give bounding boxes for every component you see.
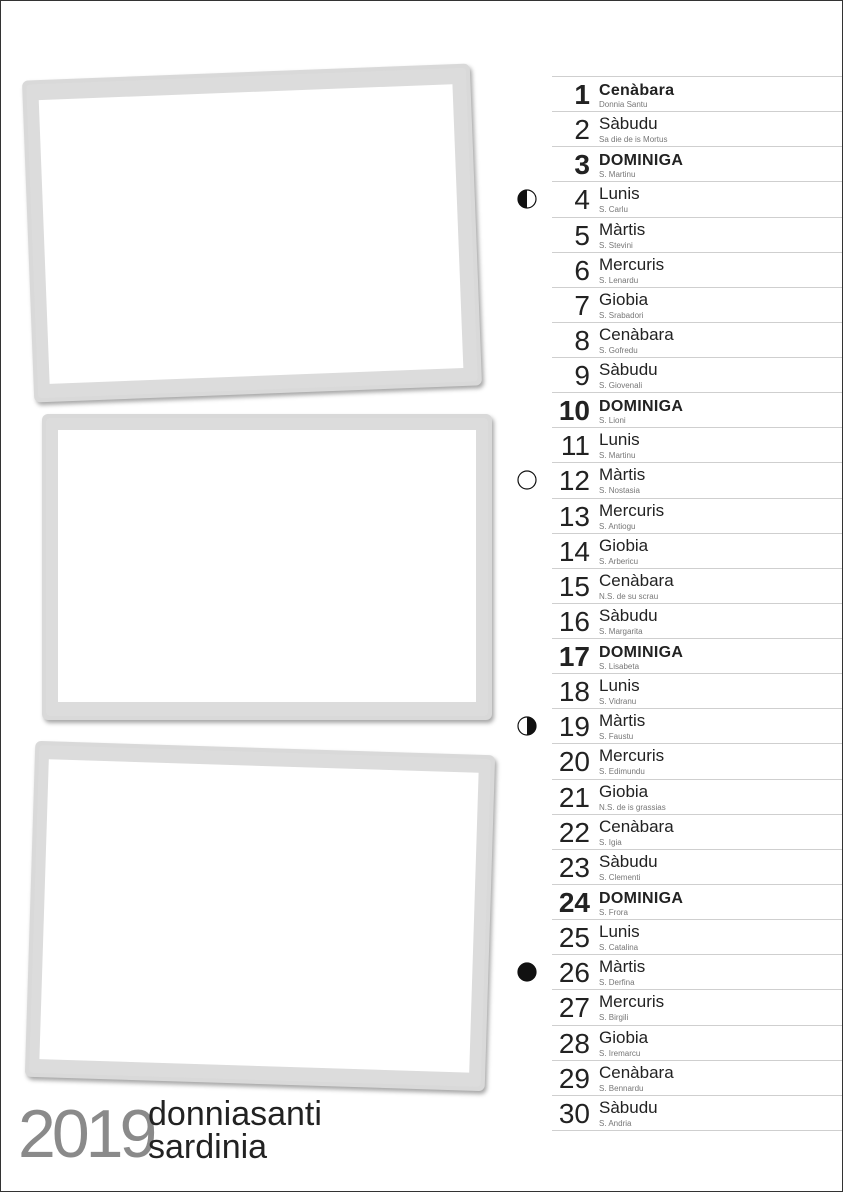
day-number: 21 xyxy=(558,781,590,813)
day-number: 6 xyxy=(574,254,590,286)
day-row xyxy=(552,322,842,358)
day-number: 30 xyxy=(558,1097,590,1129)
day-row xyxy=(552,603,842,639)
day-name: Giobia xyxy=(599,781,649,801)
day-name: Sàbudu xyxy=(599,851,658,871)
brand-name: donniasanti xyxy=(148,1095,322,1133)
new-moon-icon xyxy=(517,962,537,982)
full-moon-icon xyxy=(517,470,537,490)
saint-name: Sa die de is Mortus xyxy=(599,135,668,145)
day-number: 7 xyxy=(574,289,590,321)
day-name: DOMINIGA xyxy=(599,152,684,170)
day-name: Mercuris xyxy=(599,254,665,274)
day-name: Giobia xyxy=(599,535,649,555)
day-name: DOMINIGA xyxy=(599,889,684,907)
day-number: 20 xyxy=(558,746,590,778)
day-row xyxy=(552,76,842,112)
saint-name: S. Lisabeta xyxy=(599,662,640,672)
day-row xyxy=(552,743,842,779)
saint-name: S. Carlu xyxy=(599,205,628,215)
day-number: 9 xyxy=(574,360,590,392)
day-number: 19 xyxy=(558,711,590,743)
day-row xyxy=(552,884,842,920)
last-quarter-moon-icon xyxy=(517,716,537,736)
saint-name: S. Bennardu xyxy=(599,1083,644,1093)
day-name: Cenàbara xyxy=(599,570,674,590)
day-number: 29 xyxy=(558,1062,590,1094)
day-row xyxy=(552,814,842,850)
saint-name: S. Faustu xyxy=(599,732,634,742)
day-number: 13 xyxy=(558,500,590,532)
day-number: 17 xyxy=(558,641,590,673)
day-row xyxy=(552,708,842,744)
day-row xyxy=(552,427,842,463)
saint-name: S. Arbericu xyxy=(599,556,639,566)
day-row xyxy=(552,392,842,428)
saint-name: S. Igia xyxy=(599,837,622,847)
day-number: 3 xyxy=(574,149,590,181)
saint-name: S. Edimundu xyxy=(599,767,645,777)
saint-name: S. Derfina xyxy=(599,978,635,988)
brand-region: sardinia xyxy=(148,1128,268,1166)
day-row xyxy=(552,217,842,253)
day-number: 1 xyxy=(574,79,590,110)
day-name: Cenàbara xyxy=(599,816,674,836)
photo-placeholder xyxy=(58,430,476,702)
day-row xyxy=(552,1060,842,1096)
day-row xyxy=(552,1025,842,1061)
saint-name: S. Srabadori xyxy=(599,310,644,320)
day-name: Màrtis xyxy=(599,711,646,731)
saint-name: N.S. de su scrau xyxy=(599,591,659,601)
day-row xyxy=(552,779,842,815)
day-row xyxy=(552,849,842,885)
day-number: 15 xyxy=(558,570,590,602)
day-row xyxy=(552,287,842,323)
day-number: 28 xyxy=(558,1027,590,1059)
saint-name: S. Gofredu xyxy=(599,345,638,355)
saint-name: S. Iremarcu xyxy=(599,1048,641,1058)
day-number: 2 xyxy=(574,114,590,146)
day-row xyxy=(552,954,842,990)
saint-name: S. Martinu xyxy=(599,451,636,461)
day-number: 23 xyxy=(558,851,590,883)
saint-name: S. Antiogu xyxy=(599,521,636,531)
day-name: Màrtis xyxy=(599,465,646,485)
day-row xyxy=(552,919,842,955)
day-number: 22 xyxy=(558,816,590,848)
photo-frame-3 xyxy=(25,741,495,1091)
saint-name: S. Birgili xyxy=(599,1013,629,1023)
day-number: 10 xyxy=(558,395,590,427)
day-row xyxy=(552,462,842,498)
saint-name: S. Andria xyxy=(599,1118,632,1128)
day-name: Lunis xyxy=(599,184,640,204)
day-name: Sàbudu xyxy=(599,360,658,380)
day-number: 4 xyxy=(574,184,590,216)
day-name: Giobia xyxy=(599,289,649,309)
day-row xyxy=(552,252,842,288)
day-row xyxy=(552,357,842,393)
day-row xyxy=(552,1095,842,1131)
day-name: Cenàbara xyxy=(599,82,675,99)
saint-name: N.S. de is grassias xyxy=(599,802,666,812)
photo-frame-2 xyxy=(42,414,492,720)
photo-placeholder xyxy=(39,759,478,1072)
calendar-end-line xyxy=(552,1130,842,1131)
day-number: 8 xyxy=(574,324,590,356)
day-name: Lunis xyxy=(599,922,640,942)
day-number: 5 xyxy=(574,219,590,251)
saint-name: S. Martinu xyxy=(599,170,636,180)
saint-name: S. Stevini xyxy=(599,240,633,250)
day-number: 27 xyxy=(558,992,590,1024)
saint-name: S. Nostasia xyxy=(599,486,640,496)
saint-name: S. Vidranu xyxy=(599,697,637,707)
photo-frame-1 xyxy=(22,64,482,403)
day-name: Mercuris xyxy=(599,992,665,1012)
day-row xyxy=(552,498,842,534)
day-name: Màrtis xyxy=(599,957,646,977)
saint-name: Donnia Santu xyxy=(599,100,648,109)
day-number: 24 xyxy=(558,886,590,918)
photo-placeholder xyxy=(39,84,464,384)
day-row xyxy=(552,989,842,1025)
day-number: 26 xyxy=(558,957,590,989)
day-number: 14 xyxy=(558,535,590,567)
saint-name: S. Catalina xyxy=(599,943,639,953)
day-name: DOMINIGA xyxy=(599,644,684,662)
day-name: Lunis xyxy=(599,676,640,696)
day-number: 11 xyxy=(560,430,590,462)
day-number: 18 xyxy=(558,676,590,708)
day-number: 12 xyxy=(558,465,590,497)
day-name: Sàbudu xyxy=(599,1097,658,1117)
saint-name: S. Margarita xyxy=(599,626,643,636)
day-name: Sàbudu xyxy=(599,114,658,134)
day-row xyxy=(552,146,842,182)
saint-name: S. Lenardu xyxy=(599,275,639,285)
day-row xyxy=(552,638,842,674)
day-name: DOMINIGA xyxy=(599,398,684,416)
saint-name: S. Clementi xyxy=(599,872,641,882)
day-name: Lunis xyxy=(599,430,640,450)
day-row xyxy=(552,673,842,709)
day-row xyxy=(552,111,842,147)
day-row xyxy=(552,568,842,604)
brand-year: 2019 xyxy=(18,1096,154,1172)
saint-name: S. Lioni xyxy=(599,416,626,426)
day-number: 25 xyxy=(558,922,590,954)
saint-name: S. Frora xyxy=(599,907,628,917)
day-number: 16 xyxy=(558,605,590,637)
day-name: Sàbudu xyxy=(599,605,658,625)
day-row xyxy=(552,533,842,569)
saint-name: S. Giovenali xyxy=(599,381,643,391)
day-name: Cenàbara xyxy=(599,324,674,344)
day-row xyxy=(552,181,842,217)
day-name: Giobia xyxy=(599,1027,649,1047)
day-name: Mercuris xyxy=(599,500,665,520)
day-name: Màrtis xyxy=(599,219,646,239)
first-quarter-moon-icon xyxy=(517,189,537,209)
day-name: Cenàbara xyxy=(599,1062,674,1082)
day-name: Mercuris xyxy=(599,746,665,766)
